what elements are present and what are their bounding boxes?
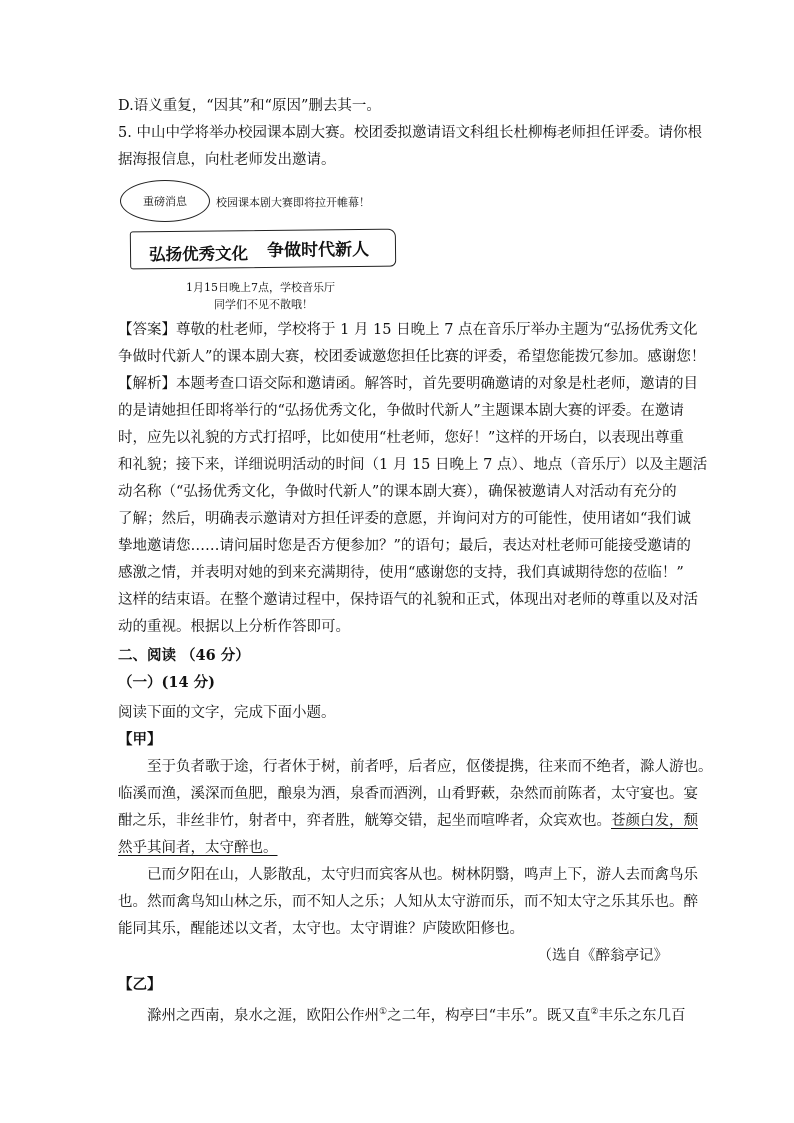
answer-line-2: 争做时代新人”的课本剧大赛，校团委诚邀您担任比赛的评委，希望您能拨冗参加。感谢您！ bbox=[118, 349, 706, 365]
yi-text: 滁州之西南，泉水之涯，欧阳公作州 bbox=[147, 1007, 379, 1024]
footnote-marker: ② bbox=[590, 1007, 599, 1017]
question-5-line-1: 5. 中山中学将举办校园课本剧大赛。校团委拟邀请语文科组长杜柳梅老师担任评委。请你根 bbox=[118, 125, 702, 141]
analysis-line: 感激之情，并表明对她的到来充满期待，使用“感谢您的支持，我们真诚期待您的莅临！” bbox=[118, 565, 684, 581]
jia-line: 能同其乐，醒能述以文者，太守也。太守谓谁？庐陵欧阳修也。 bbox=[118, 921, 524, 937]
analysis-line: 这样的结束语。在整个邀请过程中，保持语气的礼貌和正式，体现出对老师的尊重以及对活 bbox=[118, 592, 698, 608]
analysis-line: 动的重视。根据以上分析作答即可。 bbox=[118, 619, 350, 635]
jia-line: 也。然而禽鸟知山林之乐，而不知人之乐；人知从太守游而乐，而不知太守之乐其乐也。醉 bbox=[118, 894, 698, 910]
poster-badge bbox=[120, 180, 210, 222]
jia-underlined-text: 苍颜白发，颓 bbox=[611, 813, 698, 829]
analysis-line: 和礼貌；接下来，详细说明活动的时间（1 月 15 日晚上 7 点）、地点（音乐厅）以及主题活 bbox=[118, 457, 708, 473]
footnote-marker: ① bbox=[379, 1007, 388, 1017]
answer-line-1: 【答案】尊敬的杜老师，学校将于 1 月 15 日晚上 7 点在音乐厅举办主题为“弘扬优秀文化 bbox=[118, 322, 698, 338]
banner-left-text: 弘扬优秀文化 bbox=[148, 244, 249, 265]
poster-banner bbox=[130, 229, 396, 270]
poster-headline: 校园课本剧大赛即将拉开帷幕！ bbox=[216, 196, 370, 209]
banner-right-text: 争做时代新人 bbox=[266, 239, 370, 261]
jia-text: 酣之乐，非丝非竹，射者中，弈者胜，觥筹交错，起坐而喧哗者，众宾欢也。 bbox=[118, 813, 611, 829]
poster-info-time: 1月15日晚上7点，学校音乐厅 bbox=[186, 281, 335, 294]
passage-jia-label: 【甲】 bbox=[118, 731, 162, 748]
question-5-line-2: 据海报信息，向杜老师发出邀请。 bbox=[118, 152, 336, 168]
yi-text: 丰乐之东几百 bbox=[598, 1007, 686, 1024]
passage-yi-label: 【乙】 bbox=[118, 976, 162, 993]
analysis-line: 了解；然后，明确表示邀请对方担任评委的意愿，并询问对方的可能性，使用诸如“我们诚 bbox=[118, 511, 691, 527]
analysis-line: 动名称（“弘扬优秀文化，争做时代新人”的课本剧大赛），确保被邀请人对活动有充分的 bbox=[118, 484, 677, 500]
jia-line: 临溪而渔，溪深而鱼肥，酿泉为酒，泉香而酒洌，山肴野蔌，杂然而前陈者，太守宴也。宴 bbox=[118, 786, 698, 802]
poster-badge-text: 重磅消息 bbox=[143, 195, 187, 208]
analysis-line: 的是请她担任即将举行的“弘扬优秀文化，争做时代新人”主题课本剧大赛的评委。在邀请 bbox=[118, 403, 684, 419]
jia-line bbox=[118, 811, 698, 831]
poster-info-note: 同学们不见不散哦！ bbox=[214, 298, 313, 311]
jia-line: 至于负者歌于途，行者休于树，前者呼，后者应，伛偻提携，往来而不绝者，滁人游也。 bbox=[147, 759, 713, 775]
jia-line: 已而夕阳在山，人影散乱，太守归而宾客从也。树林阴翳，鸣声上下，游人去而禽鸟乐 bbox=[147, 867, 698, 883]
analysis-line: 时，应先以礼貌的方式打招呼，比如使用“杜老师，您好！”这样的开场白，以表现出尊重 bbox=[118, 430, 684, 446]
section-heading: 二、阅读 （46 分） bbox=[118, 647, 250, 664]
jia-underlined-line: 然乎其间者，太守醉也。 bbox=[118, 840, 278, 856]
reading-instruction: 阅读下面的文字，完成下面小题。 bbox=[118, 705, 336, 721]
analysis-line: 【解析】本题考查口语交际和邀请函。解答时，首先要明确邀请的对象是杜老师，邀请的目 bbox=[118, 376, 698, 392]
yi-line bbox=[147, 1002, 685, 1026]
analysis-line: 挚地邀请您……请问届时您是否方便参加？”的语句；最后，表达对杜老师可能接受邀请的 bbox=[118, 538, 691, 554]
jia-source: （选自《醉翁亭记》 bbox=[537, 948, 668, 964]
subsection-heading: （一）(14 分) bbox=[118, 674, 215, 691]
option-d-line: D.语义重复，“因其”和“原因”删去其一。 bbox=[118, 98, 381, 114]
yi-text: 之二年，构亭曰“丰乐”。既又直 bbox=[387, 1007, 591, 1024]
